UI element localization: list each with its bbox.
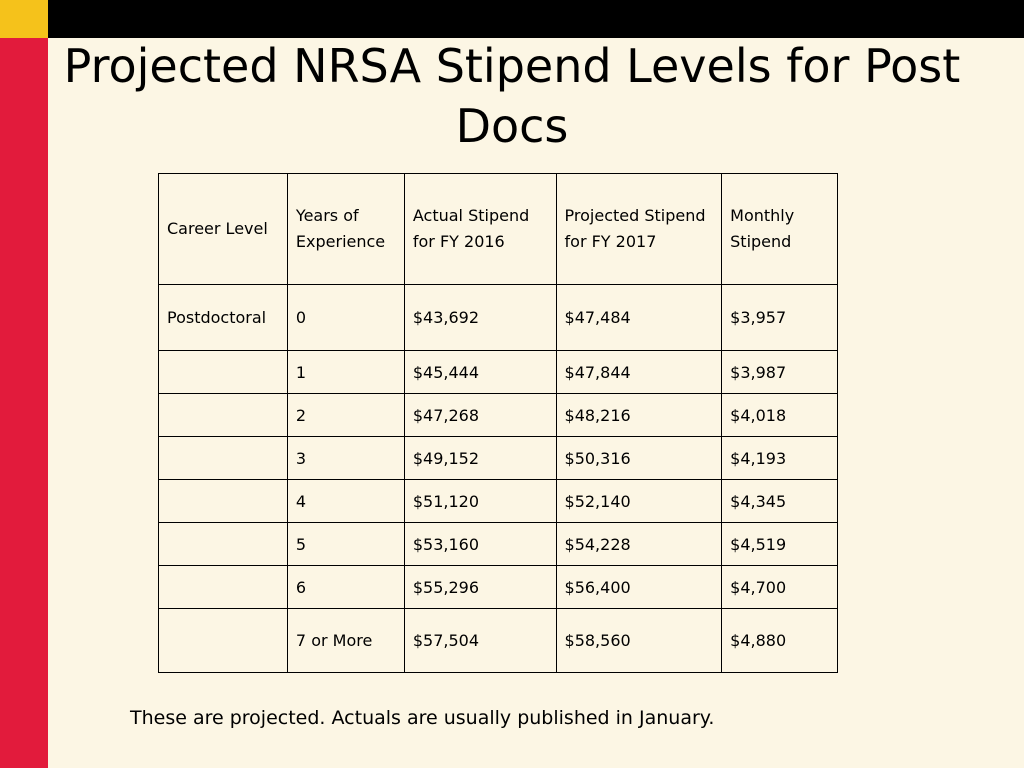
- header-monthly-stipend: Monthly Stipend: [722, 174, 838, 285]
- cell-projected-stipend: $58,560: [556, 609, 722, 673]
- cell-actual-stipend: $51,120: [404, 480, 556, 523]
- cell-career-level: [159, 437, 288, 480]
- cell-actual-stipend: $53,160: [404, 523, 556, 566]
- cell-years: 5: [287, 523, 404, 566]
- cell-projected-stipend: $47,484: [556, 285, 722, 351]
- header-actual-stipend: Actual Stipend for FY 2016: [404, 174, 556, 285]
- cell-projected-stipend: $47,844: [556, 351, 722, 394]
- stipend-table: [158, 173, 838, 673]
- cell-projected-stipend: $52,140: [556, 480, 722, 523]
- cell-projected-stipend: $54,228: [556, 523, 722, 566]
- header-years-of-experience: Years of Experience: [287, 174, 404, 285]
- top-accent-bar: [48, 0, 1024, 38]
- cell-career-level: Postdoctoral: [159, 285, 288, 351]
- table-row: [159, 609, 838, 673]
- cell-monthly-stipend: $3,957: [722, 285, 838, 351]
- cell-monthly-stipend: $4,880: [722, 609, 838, 673]
- cell-actual-stipend: $55,296: [404, 566, 556, 609]
- table-row: [159, 480, 838, 523]
- cell-years: 4: [287, 480, 404, 523]
- table-row: [159, 523, 838, 566]
- cell-years: 0: [287, 285, 404, 351]
- header-career-level: Career Level: [159, 174, 288, 285]
- table-header-row: [159, 174, 838, 285]
- table-row: [159, 351, 838, 394]
- cell-actual-stipend: $43,692: [404, 285, 556, 351]
- cell-career-level: [159, 609, 288, 673]
- header-projected-stipend: Projected Stipend for FY 2017: [556, 174, 722, 285]
- cell-actual-stipend: $47,268: [404, 394, 556, 437]
- cell-projected-stipend: $50,316: [556, 437, 722, 480]
- cell-monthly-stipend: $4,345: [722, 480, 838, 523]
- footnote: These are projected. Actuals are usually published in January.: [130, 707, 715, 729]
- cell-career-level: [159, 394, 288, 437]
- cell-years: 2: [287, 394, 404, 437]
- table-row: [159, 394, 838, 437]
- table-row: [159, 437, 838, 480]
- left-accent-bar: [0, 0, 48, 768]
- cell-monthly-stipend: $4,700: [722, 566, 838, 609]
- cell-projected-stipend: $56,400: [556, 566, 722, 609]
- cell-career-level: [159, 523, 288, 566]
- cell-monthly-stipend: $4,519: [722, 523, 838, 566]
- table-row: [159, 566, 838, 609]
- cell-actual-stipend: $57,504: [404, 609, 556, 673]
- slide-title: Projected NRSA Stipend Levels for Post Docs: [63, 39, 961, 153]
- table-row: [159, 285, 838, 351]
- cell-years: 1: [287, 351, 404, 394]
- cell-years: 7 or More: [287, 609, 404, 673]
- cell-career-level: [159, 480, 288, 523]
- cell-career-level: [159, 566, 288, 609]
- cell-years: 3: [287, 437, 404, 480]
- cell-monthly-stipend: $4,193: [722, 437, 838, 480]
- cell-actual-stipend: $45,444: [404, 351, 556, 394]
- cell-actual-stipend: $49,152: [404, 437, 556, 480]
- cell-monthly-stipend: $4,018: [722, 394, 838, 437]
- cell-projected-stipend: $48,216: [556, 394, 722, 437]
- cell-monthly-stipend: $3,987: [722, 351, 838, 394]
- corner-accent-square: [0, 0, 48, 38]
- cell-years: 6: [287, 566, 404, 609]
- cell-career-level: [159, 351, 288, 394]
